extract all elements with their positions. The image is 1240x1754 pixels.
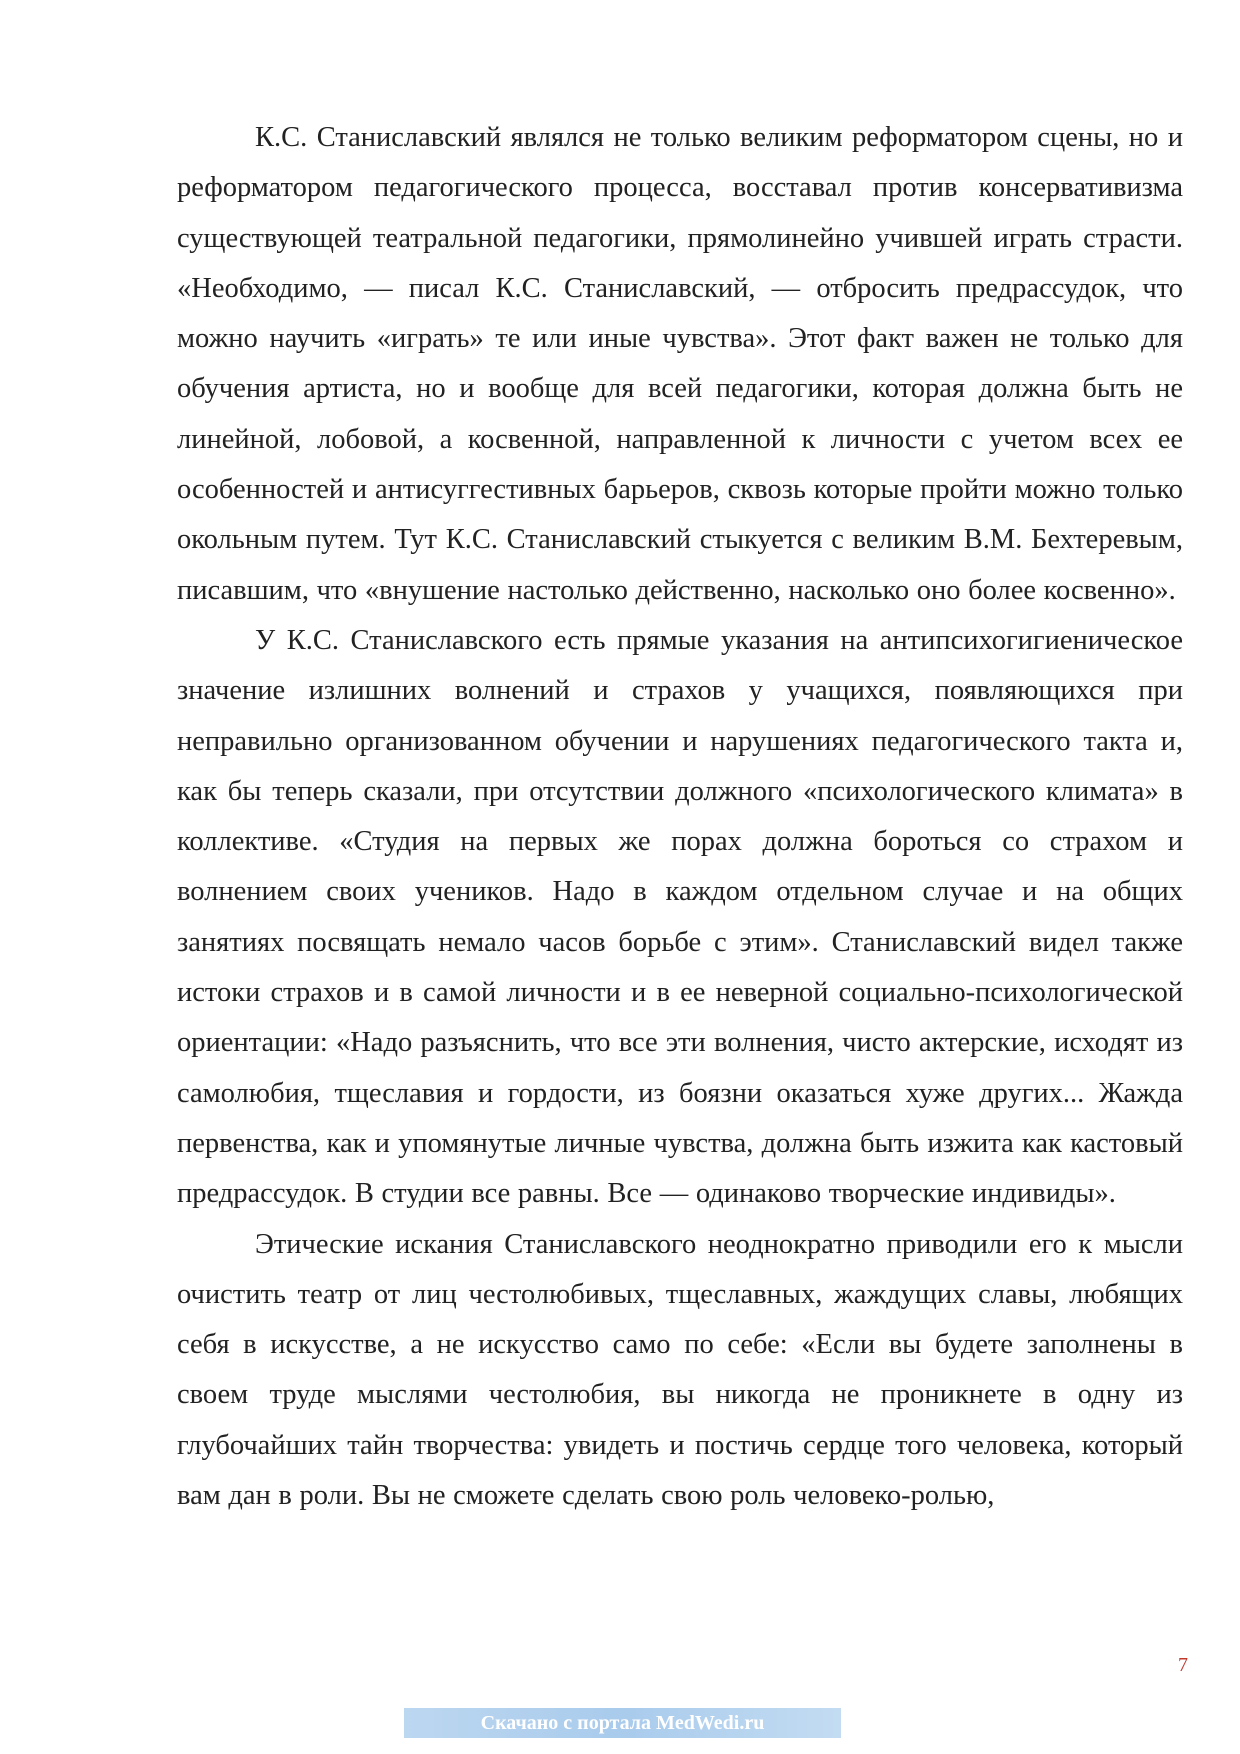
paragraph-3: Этические искания Станиславского неоднократно приводили его к мысли очистить театр от лиц честолюбивых, тщеславных, жаждущих славы, любящих себя в искусстве, а не искусство само по себе: «Если вы будете заполнены в своем труде мыслями честолюбия, вы никогда не проникнете в одну из глубочайших тайн творчества: увидеть и постичь сердце того человека, который вам дан в роли. Вы не сможете сделать свою роль человеко-ролью, [177,1228,1183,1512]
page-number: 7 [1178,1654,1188,1676]
paragraph-2: У К.С. Станиславского есть прямые указания на антипсихогигиеническое значение излишних волнений и страхов у учащихся, появляющихся при неправильно организованном обучении и нарушениях педагогического такта и, как бы теперь сказали, при отсутствии должного «психологического климата» в коллективе. «Студия на первых же порах должна бороться со страхом и волнением своих учеников. Надо в каждом отдельном случае и на общих занятиях посвящать немало часов борьбе с этим». Станиславский видел также истоки страхов и в самой личности и в ее неверной социально-психологической ориентации: «Надо разъяснить, что все эти волнения, чисто актерские, исходят из самолюбия, тщеславия и гордости, из боязни оказаться хуже других... Жажда первенства, как и упомянутые личные чувства, должна быть изжита как кастовый предрассудок. В студии все равны. Все — одинаково творческие индивиды». [177,624,1183,1210]
paragraph-1: К.С. Станиславский являлся не только великим реформатором сцены, но и реформатором педагогического процесса, восставал против консервативизма существующей театральной педагогики, прямолинейно учившей играть страсти. «Необходимо, — писал К.С. Станиславский, — отбросить предрассудок, что можно научить «играть» те или иные чувства». Этот факт важен не только для обучения артиста, но и вообще для всей педагогики, которая должна быть не линейной, лобовой, а косвенной, направленной к личности с учетом всех ее особенностей и антисуггестивных барьеров, сквозь которые пройти можно только окольным путем. Тут К.С. Станиславский стыкуется с великим В.М. Бехтеревым, писавшим, что «внушение настолько действенно, насколько оно более косвенно». [177,122,1183,606]
body-text [177,113,1183,1521]
watermark-banner: Скачано с портала MedWedi.ru [404,1708,841,1738]
